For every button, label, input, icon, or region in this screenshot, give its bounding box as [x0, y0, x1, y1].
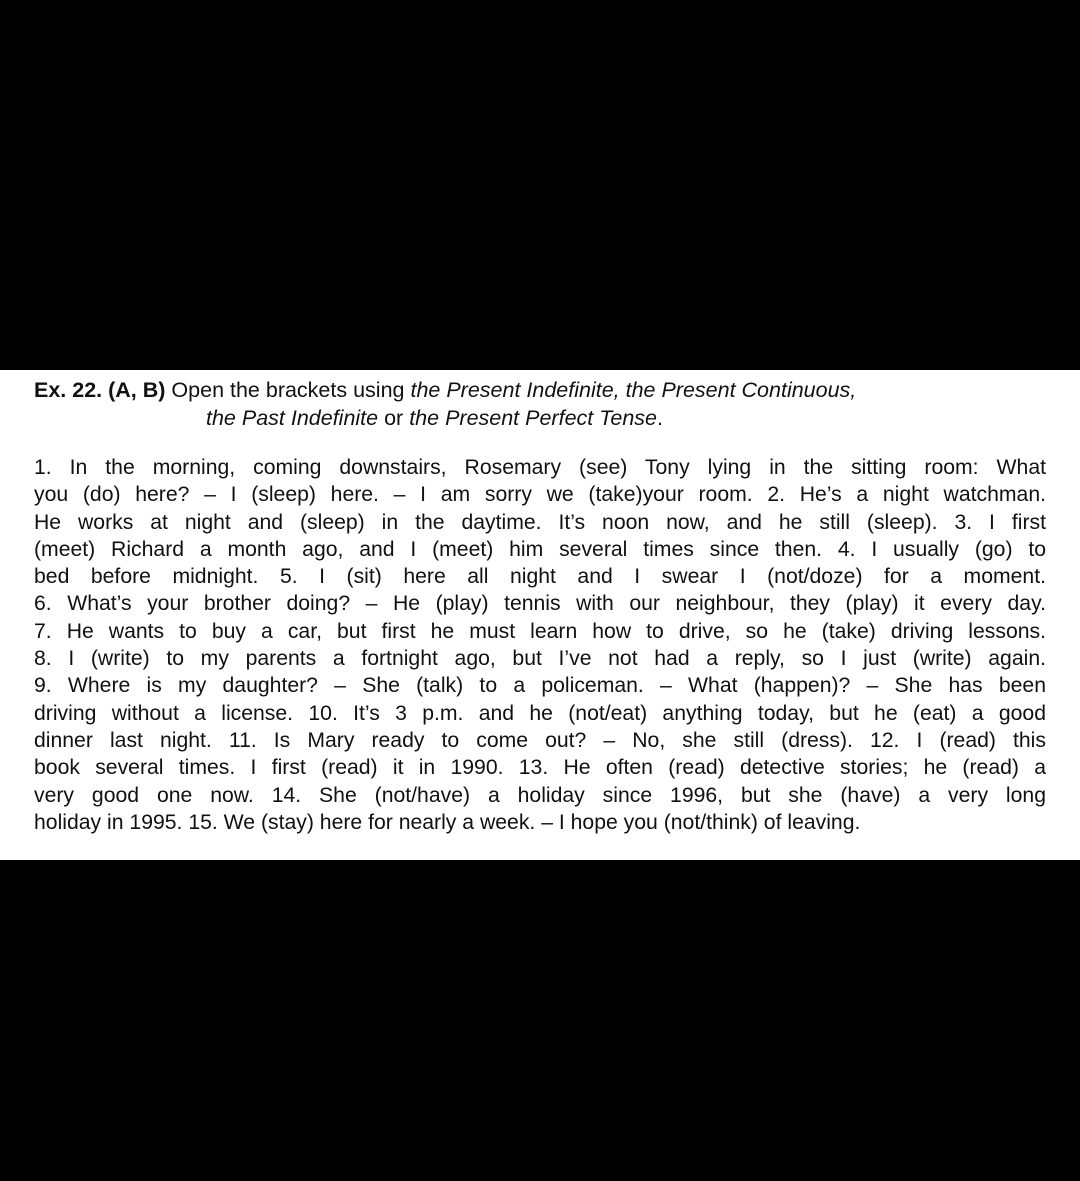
instruction-tenses-1: the Present Indefinite, the Present Continuous,	[410, 378, 857, 402]
text-line: driving without a license. 10. It’s 3 p.m. and he (not/eat) anything today, but he (eat) a good	[34, 701, 1046, 725]
text-line: holiday in 1995. 15. We (stay) here for nearly a week. – I hope you (not/think) of leaving.	[34, 810, 861, 834]
instruction-or: or	[378, 406, 410, 430]
text-line: (meet) Richard a month ago, and I (meet) him several times since then. 4. I usually (go) to	[34, 537, 1046, 561]
text-line: 1. In the morning, coming downstairs, Rosemary (see) Tony lying in the sitting room: What	[34, 456, 1046, 479]
exercise-page	[0, 370, 1080, 860]
text-line: 9. Where is my daughter? – She (talk) to a policeman. – What (happen)? – She has been	[34, 674, 1046, 698]
instruction-tenses-2: the Past Indefinite	[206, 406, 379, 430]
heading-line-2	[34, 404, 1046, 432]
text-line: 7. He wants to buy a car, but first he must learn how to drive, so he (take) driving lessons.	[34, 619, 1046, 643]
text-line: you (do) here? – I (sleep) here. – I am sorry we (take)your room. 2. He’s a night watchman.	[34, 483, 1046, 507]
instruction-end: .	[657, 406, 663, 430]
exercise-heading	[34, 376, 1046, 432]
exercise-body	[34, 454, 1046, 836]
instruction-start: Open the brackets using	[165, 378, 411, 402]
instruction-tenses-3: the Present Perfect Tense	[409, 406, 657, 430]
text-line: He works at night and (sleep) in the daytime. It’s noon now, and he still (sleep). 3. I first	[34, 510, 1046, 534]
text-line: book several times. I first (read) it in 1990. 13. He often (read) detective stories; he (read) a	[34, 756, 1046, 780]
text-line: bed before midnight. 5. I (sit) here all night and I swear I (not/doze) for a moment.	[34, 565, 1046, 589]
text-line: dinner last night. 11. Is Mary ready to come out? – No, she still (dress). 12. I (read) this	[34, 728, 1046, 752]
text-line: very good one now. 14. She (not/have) a holiday since 1996, but she (have) a very long	[34, 783, 1046, 807]
exercise-levels: (A, B)	[108, 378, 166, 402]
text-line: 6. What’s your brother doing? – He (play) tennis with our neighbour, they (play) it every day.	[34, 592, 1046, 616]
exercise-number: Ex. 22.	[34, 378, 103, 402]
text-line: 8. I (write) to my parents a fortnight ago, but I’ve not had a reply, so I just (write) again.	[34, 647, 1046, 671]
